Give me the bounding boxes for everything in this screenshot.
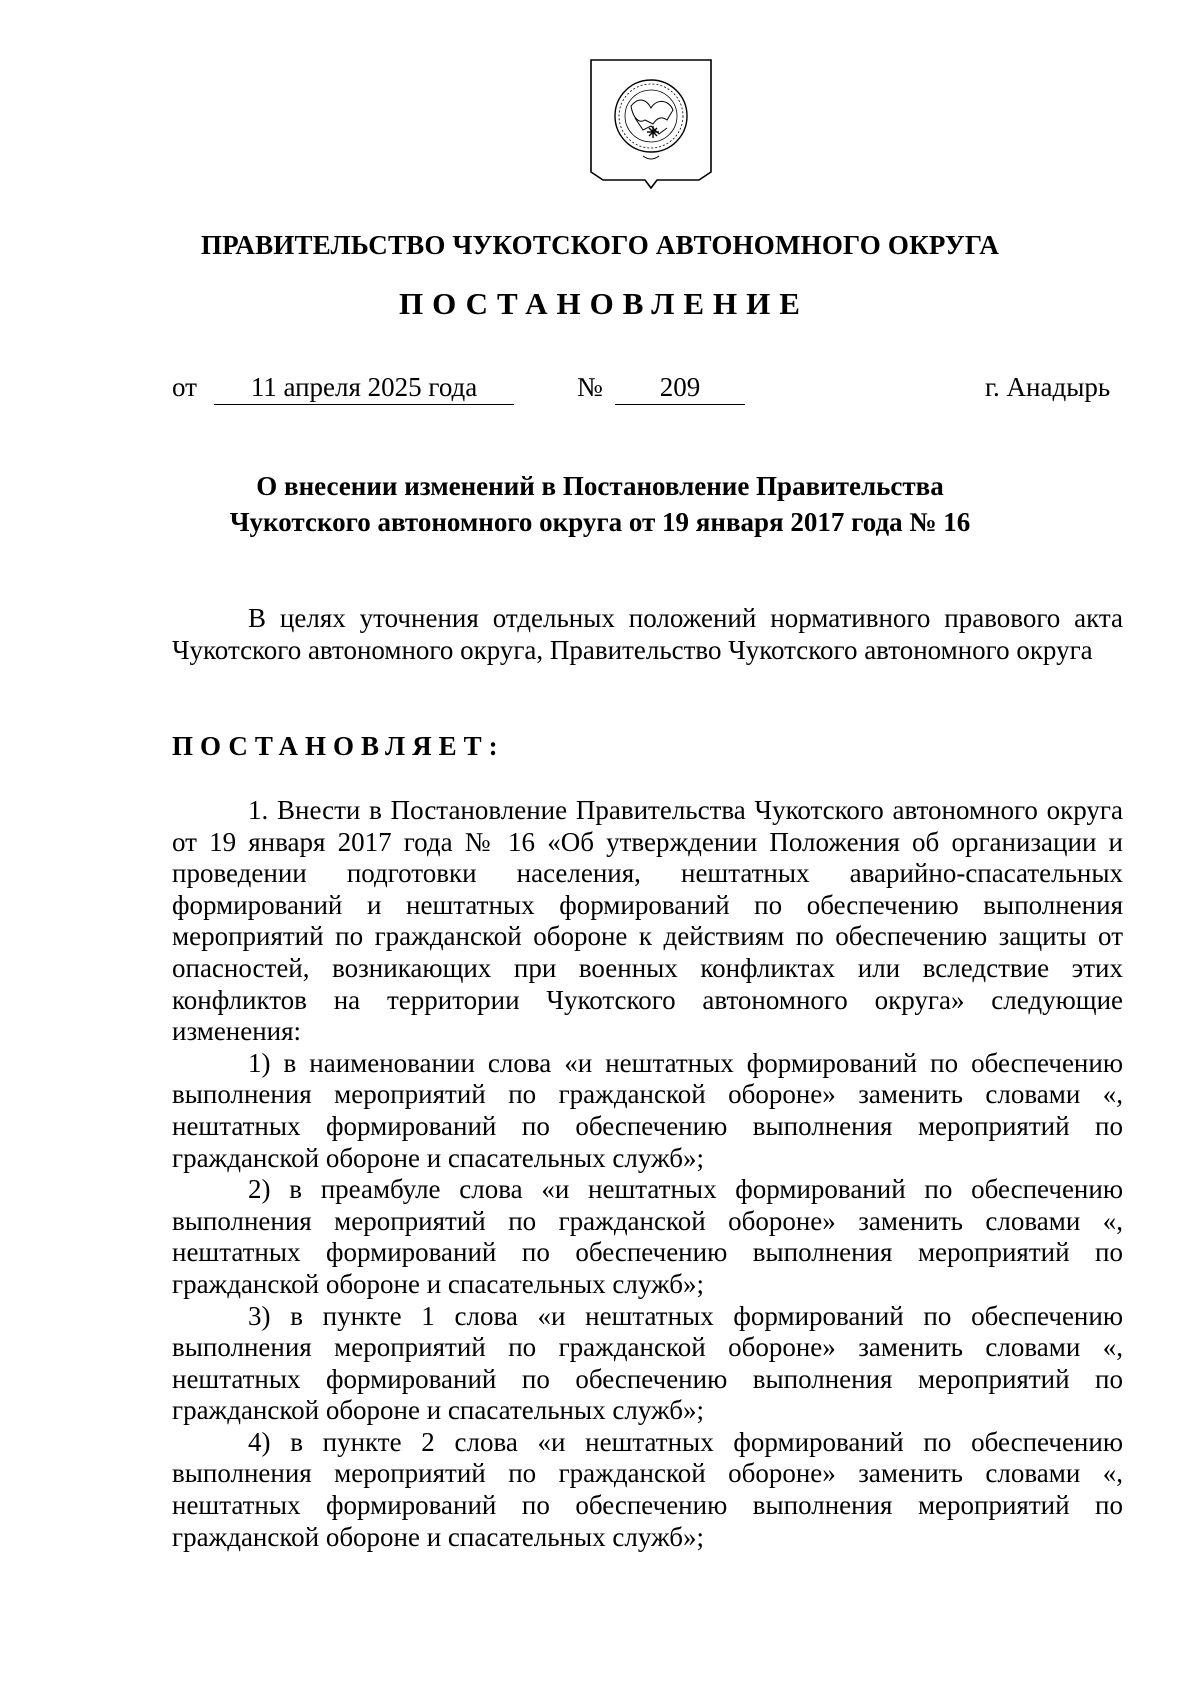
preamble-paragraph: В целях уточнения отдельных положений нормативного правового акта Чукотского автономного округа, Правительство Чукотского автономного округа	[172, 603, 1123, 665]
number-prefix: №	[577, 372, 603, 402]
resolution-items	[172, 795, 1123, 1553]
coat-of-arms-emblem	[587, 56, 715, 206]
document-meta-row	[0, 370, 1200, 404]
government-title: ПРАВИТЕЛЬСТВО ЧУКОТСКОГО АВТОНОМНОГО ОКРУГА	[200, 230, 1000, 260]
document-subject	[0, 468, 1200, 540]
item-paragraph: 4) в пункте 2 слова «и нештатных формирований по обеспечению выполнения мероприятий по гражданской обороне» заменить словами «, нештатных формирований по обеспечению выполнения мероприятий по гражданской обороне и спасательных служб»;	[172, 1426, 1123, 1552]
document-city: г. Анадырь	[985, 372, 1111, 402]
document-number: 209	[615, 370, 745, 405]
preamble-block	[172, 603, 1123, 666]
document-date: 11 апреля 2025 года	[214, 370, 514, 405]
item-paragraph: 2) в преамбуле слова «и нештатных формирований по обеспечению выполнения мероприятий по гражданской обороне» заменить словами «, нештатных формирований по обеспечению выполнения мероприятий по гражданской обороне и спасательных служб»;	[172, 1174, 1123, 1299]
document-type-title: ПОСТАНОВЛЕНИЕ	[399, 286, 809, 321]
item-paragraph: 1) в наименовании слова «и нештатных формирований по обеспечению выполнения мероприятий по гражданской обороне» заменить словами «, нештатных формирований по обеспечению выполнения мероприятий по гражданской обороне и спасательных служб»;	[172, 1047, 1123, 1173]
date-prefix: от	[172, 372, 197, 402]
item-paragraph: 1. Внести в Постановление Правительства Чукотского автономного округа от 19 января 2017 года № 16 «Об утверждении Положения об организации и проведении подготовки населения, нештатных аварийно-спасательных формирований и нештатных формирований по обеспечению выполнения мероприятий по гражданской обороне к действиям по обеспечению защиты от опасностей, возникающих при военных конфликтах или вследствие этих конфликтов на территории Чукотского автономного округа» следующие изменения:	[172, 795, 1123, 1047]
resolves-heading: ПОСТАНОВЛЯЕТ:	[172, 731, 505, 761]
subject-line-1: О внесении изменений в Постановление Правительства	[256, 471, 944, 501]
item-paragraph: 3) в пункте 1 слова «и нештатных формирований по обеспечению выполнения мероприятий по гражданской обороне» заменить словами «, нештатных формирований по обеспечению выполнения мероприятий по гражданской обороне и спасательных служб»;	[172, 1300, 1123, 1426]
subject-line-2: Чукотского автономного округа от 19 января 2017 года № 16	[229, 507, 971, 537]
